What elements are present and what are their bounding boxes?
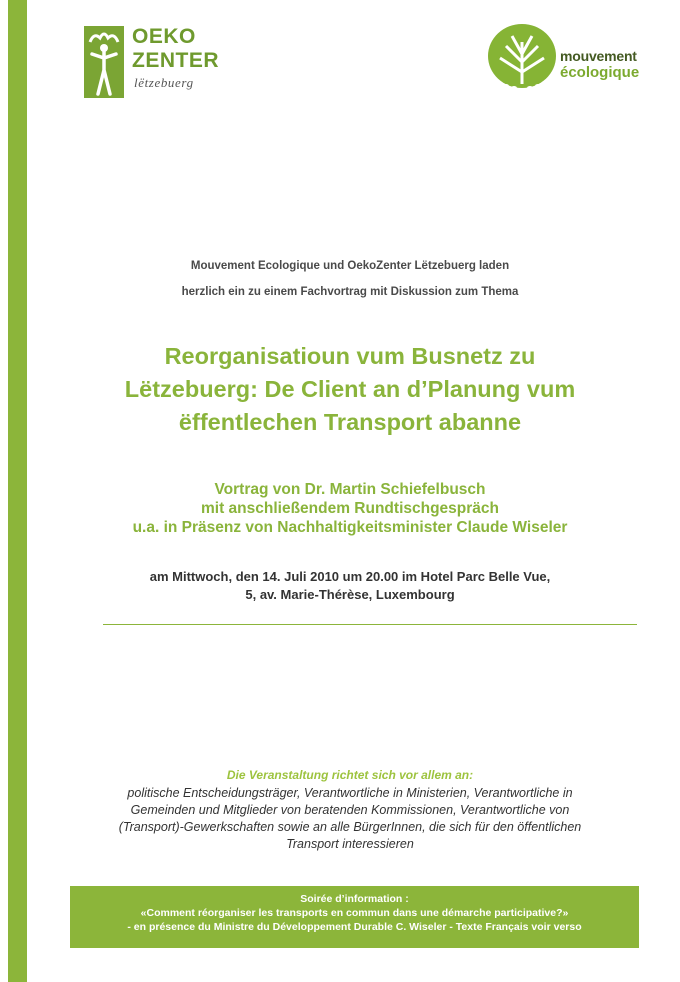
- event-date-line: am Mittwoch, den 14. Juli 2010 um 20.00 im Hotel Parc Belle Vue,: [149, 569, 551, 584]
- oekozenter-figure-icon: [80, 24, 128, 100]
- audience-heading: Die Veranstaltung richtet sich vor allem an:: [226, 768, 474, 782]
- left-green-bar: [8, 0, 27, 982]
- event-address-line: 5, av. Marie-Thérèse, Luxembourg: [245, 587, 455, 602]
- soiree-info-box: [70, 886, 639, 948]
- oeko-wordmark: OEKO: [132, 25, 196, 48]
- speaker-line-1: Vortrag von Dr. Martin Schiefelbusch: [214, 481, 486, 498]
- ecologique-wordmark: écologique: [560, 64, 640, 81]
- event-title: [30, 340, 670, 439]
- title-line-1: Reorganisatioun vum Busnetz zu: [164, 343, 536, 369]
- zenter-wordmark: ZENTER: [132, 49, 219, 72]
- audience-text: [30, 785, 670, 853]
- tree-icon: [486, 22, 558, 94]
- mouvement-wordmark: mouvement: [560, 48, 637, 64]
- soiree-note: - en présence du Ministre du Développement Durable C. Wiseler - Texte Français voir verso: [127, 921, 582, 933]
- audience-line-3: (Transport)-Gewerkschaften sowie an alle BürgerInnen, die sich für den öffentlichen: [118, 820, 582, 834]
- audience-line-2: Gemeinden und Mitglieder von beratenden Kommissionen, Verantwortliche von: [130, 803, 570, 817]
- soiree-heading: Soirée d’information :: [300, 893, 409, 905]
- audience-line-4: Transport interessieren: [286, 837, 414, 851]
- divider-line: [103, 624, 637, 625]
- speaker-block: [30, 480, 670, 537]
- soiree-question: «Comment réorganiser les transports en commun dans une démarche participative?»: [140, 907, 569, 919]
- speaker-line-3: u.a. in Präsenz von Nachhaltigkeitsminister Claude Wiseler: [132, 519, 568, 536]
- speaker-line-2: mit anschließendem Rundtischgespräch: [200, 500, 499, 517]
- title-line-2: Lëtzebuerg: De Client an d’Planung vum: [124, 376, 576, 402]
- oekozenter-logo: [80, 22, 220, 102]
- intro-line-2: herzlich ein zu einem Fachvortrag mit Diskussion zum Thema: [181, 286, 519, 298]
- audience-line-1: politische Entscheidungsträger, Verantwortliche in Ministerien, Verantwortliche in: [127, 786, 573, 800]
- mouvement-ecologique-logo: [486, 22, 666, 102]
- title-line-3: ëffentlechen Transport abanne: [178, 409, 522, 435]
- letzebuerg-wordmark: lëtzebuerg: [134, 75, 194, 90]
- event-details: [30, 568, 670, 604]
- intro-line-1: Mouvement Ecologique und OekoZenter Lëtzebuerg laden: [190, 260, 510, 272]
